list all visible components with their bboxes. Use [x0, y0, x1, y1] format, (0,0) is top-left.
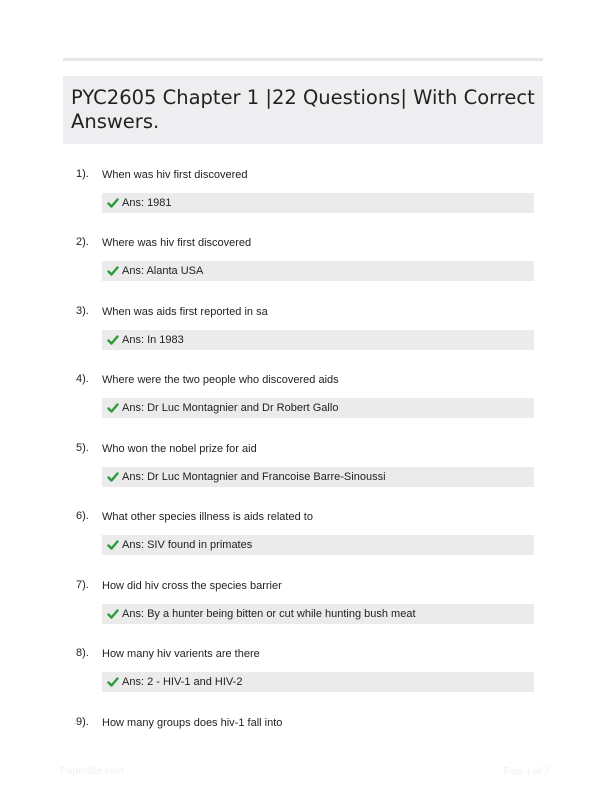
answer-text: Ans: Alanta USA [122, 265, 204, 277]
answer-text: Ans: Dr Luc Montagnier and Francoise Barre-Sinoussi [122, 471, 386, 483]
question-text: When was hiv first discovered [102, 169, 248, 181]
footer-watermark: Paperflite.com [60, 766, 124, 777]
question-text: How did hiv cross the species barrier [102, 580, 282, 592]
answer-box [102, 672, 534, 692]
answer-box [102, 193, 534, 213]
answer-box [102, 330, 534, 350]
question-item [63, 715, 543, 735]
question-text: Who won the nobel prize for aid [102, 443, 257, 455]
page-number: Page 1 of 3 [503, 766, 549, 777]
question-item [63, 509, 543, 561]
title-box [63, 76, 543, 144]
question-item [63, 167, 543, 219]
question-text: When was aids first reported in sa [102, 306, 268, 318]
question-number: 3). [76, 305, 89, 317]
check-icon [107, 265, 119, 277]
question-number: 7). [76, 579, 89, 591]
answer-box [102, 261, 534, 281]
question-item [63, 372, 543, 424]
question-text: What other species illness is aids related to [102, 511, 313, 523]
answer-box [102, 398, 534, 418]
question-text: How many hiv varients are there [102, 648, 260, 660]
question-number: 1). [76, 168, 89, 180]
check-icon [107, 608, 119, 620]
answer-text: Ans: In 1983 [122, 334, 184, 346]
answer-box [102, 535, 534, 555]
top-rule [63, 58, 543, 61]
question-number: 2). [76, 236, 89, 248]
answer-text: Ans: 1981 [122, 197, 172, 209]
answer-text: Ans: By a hunter being bitten or cut while hunting bush meat [122, 608, 416, 620]
question-item [63, 578, 543, 630]
question-number: 9). [76, 716, 89, 728]
question-text: Where was hiv first discovered [102, 237, 252, 249]
question-number: 5). [76, 442, 89, 454]
answer-text: Ans: 2 - HIV-1 and HIV-2 [122, 676, 243, 688]
question-text: Where were the two people who discovered aids [102, 374, 339, 386]
answer-text: Ans: Dr Luc Montagnier and Dr Robert Gallo [122, 402, 339, 414]
question-number: 6). [76, 510, 89, 522]
question-number: 8). [76, 647, 89, 659]
question-text: How many groups does hiv-1 fall into [102, 717, 283, 729]
question-item [63, 441, 543, 493]
check-icon [107, 197, 119, 209]
question-item [63, 304, 543, 356]
document-title: PYC2605 Chapter 1 |22 Questions| With Correct Answers. [71, 86, 535, 133]
question-item [63, 235, 543, 287]
check-icon [107, 676, 119, 688]
check-icon [107, 334, 119, 346]
check-icon [107, 539, 119, 551]
check-icon [107, 471, 119, 483]
check-icon [107, 402, 119, 414]
answer-box [102, 467, 534, 487]
question-item [63, 646, 543, 698]
answer-text: Ans: SIV found in primates [122, 539, 253, 551]
question-number: 4). [76, 373, 89, 385]
answer-box [102, 604, 534, 624]
